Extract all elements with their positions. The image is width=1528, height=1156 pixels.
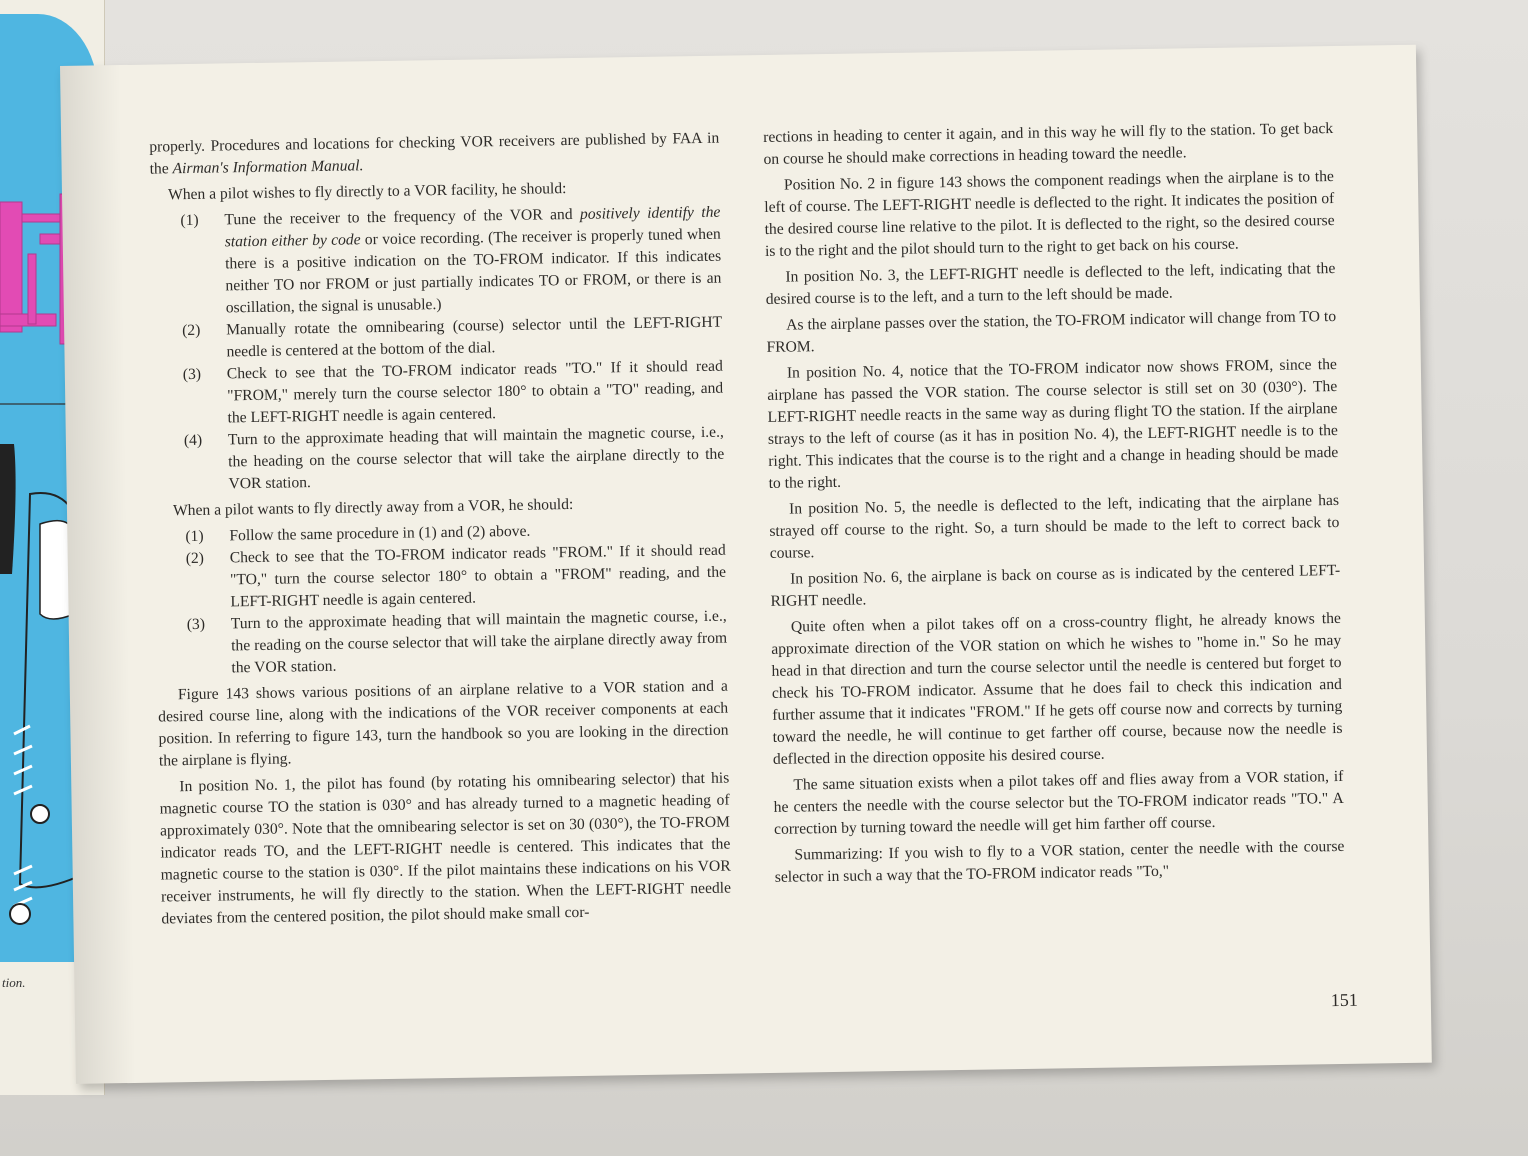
list-text: Check to see that the TO-FROM indicator reads "FROM." If it should read "TO," turn the course selector 180° to obtain a "FROM" reading, and the LEFT-RIGHT needle is again centered. <box>229 541 727 611</box>
list-text: Manually rotate the omnibearing (course) selector until the LEFT-RIGHT needle is centered at the bottom of the dial. <box>226 313 723 361</box>
list-item <box>153 356 724 431</box>
paragraph: When a pilot wants to fly directly away from a VOR, he should: <box>172 495 574 520</box>
paragraph: As the airplane passes over the station, the TO-FROM indicator will change from TO to FROM. <box>766 307 1337 356</box>
right-text-column <box>763 118 1345 893</box>
list-text: Follow the same procedure in (1) and (2) above. <box>229 522 531 545</box>
procedure-list-to-station <box>150 202 724 497</box>
procedure-list-from-station <box>155 518 727 681</box>
list-number: (1) <box>180 211 199 230</box>
list-number: (2) <box>185 549 205 568</box>
list-italic-text: positively identify the station either by code <box>224 203 721 251</box>
paragraph: Summarizing: If you wish to fly to a VOR station, center the needle with the course selector in such a way that the TO-FROM indicator reads "To," <box>774 837 1345 886</box>
paragraph: In position No. 5, the needle is deflected to the left, indicating that the airplane has strayed off course to the right. So, a turn should be made to the left to correct back to course. <box>769 491 1340 562</box>
paragraph: In position No. 4, notice that the TO-FROM indicator now shows FROM, since the airplane has passed the VOR station. The course selector is still set on 30 (030°). The LEFT-RIGHT needle reacts in the same way as during flight TO the station. If the airplane strays to the left of course (as it has in position No. 4), the LEFT-RIGHT needle is to the right. This indicates that the course is to the right and a change in heading should be made to the right. <box>767 355 1339 492</box>
paragraph: In position No. 1, the pilot has found (by rotating his omnibearing selector) that his magnetic course TO the station is 030° and has already turned to a magnetic heading of approximately 030°. Note that the omnibearing selector is set on 30 (030°), the TO-FROM indicator reads TO, and the LEFT-RIGHT needle is centered. This indicates that the magnetic course to the station is 030°. If the pilot maintains these indications on his VOR receiver instruments, he will fly directly to the station. When the LEFT-RIGHT needle deviates from the centered position, the pilot should make small cor- <box>159 769 732 928</box>
list-number: (3) <box>186 615 206 634</box>
list-number: (2) <box>182 321 201 340</box>
paragraph: In position No. 6, the airplane is back on course as is indicated by the centered LEFT-RIGHT needle. <box>770 561 1341 610</box>
list-text: Tune the receiver to the frequency of the VOR and <box>224 205 581 229</box>
book-page-151 <box>60 45 1432 1084</box>
figure-caption-fragment: tion. <box>2 975 26 990</box>
left-text-column <box>149 128 731 935</box>
paragraph: Figure 143 shows various positions of an airplane relative to a VOR station and a desired course line, along with the indications of the VOR receiver components at each position. In referring to figure 143, turn the handbook so you are looking in the direction the airplane is flying. <box>158 677 729 770</box>
paragraph <box>149 128 720 181</box>
italic-reference: Airman's Information Manual. <box>172 157 364 178</box>
list-item <box>157 606 728 681</box>
paragraph: rections in heading to center it again, and in this way he will fly to the station. To get back on course he should make corrections in heading toward the needle. <box>763 120 1334 168</box>
list-text: or voice recording. (The receiver is properly tuned when there is a positive indication on the TO-FROM indicator. If this indicates neither TO nor FROM or just partially indicates TO or FROM, or there is an oscillation, the signal is unusable.) <box>224 225 722 317</box>
list-number: (4) <box>183 431 203 450</box>
list-text: Turn to the approximate heading that will maintain the magnetic course, i.e., the heading on the course selector that will take the airplane directly to the VOR station. <box>227 423 725 493</box>
list-item <box>150 202 722 321</box>
paragraph: When a pilot wishes to fly directly to a VOR facility, he should: <box>167 180 567 204</box>
list-number: (1) <box>185 527 204 546</box>
list-item <box>156 540 727 615</box>
list-text: Check to see that the TO-FROM indicator reads "TO." If it should read "FROM," merely turn the course selector 180° to obtain a "TO" reading, and the LEFT-RIGHT needle is again centered. <box>226 357 724 427</box>
list-item <box>154 422 725 497</box>
paragraph-text: properly. Procedures and locations for checking VOR receivers are published by FAA in the <box>149 129 720 178</box>
paragraph: The same situation exists when a pilot takes off and flies away from a VOR station, if he centers the needle with the course selector but the TO-FROM indicator reads "TO." A correction by turning toward the needle will get him farther off course. <box>773 767 1344 838</box>
page-number: 151 <box>1330 989 1358 1011</box>
list-number: (3) <box>182 365 202 384</box>
paragraph: Position No. 2 in figure 143 shows the component readings when the airplane is to the left of course. The LEFT-RIGHT needle is deflected to the right. It indicates the position of the desired course line relative to the pilot. It is deflected to the right, so the desired course is to the right and the pilot should turn to the right to get back on his course. <box>764 168 1335 260</box>
list-text: Turn to the approximate heading that will maintain the magnetic course, i.e., the reading on the course selector that will take the airplane directly away from the VOR station. <box>230 607 728 677</box>
paragraph: In position No. 3, the LEFT-RIGHT needle is deflected to the left, indicating that the desired course is to the left, and a turn to the left should be made. <box>765 259 1336 308</box>
paragraph: Quite often when a pilot takes off on a cross-country flight, he already knows the approximate direction of the VOR station on which he wishes to "home in." So he may head in that direction and turn the course selector until the needle is centered but forget to check his TO-FROM indicator. Assume that he does fail to check this indication and further assume that it indicates "FROM." If he gets off course now and corrects by turning toward the needle, he will continue to get farther off course, because now the needle is deflected in the direction opposite his desired course. <box>771 609 1343 768</box>
